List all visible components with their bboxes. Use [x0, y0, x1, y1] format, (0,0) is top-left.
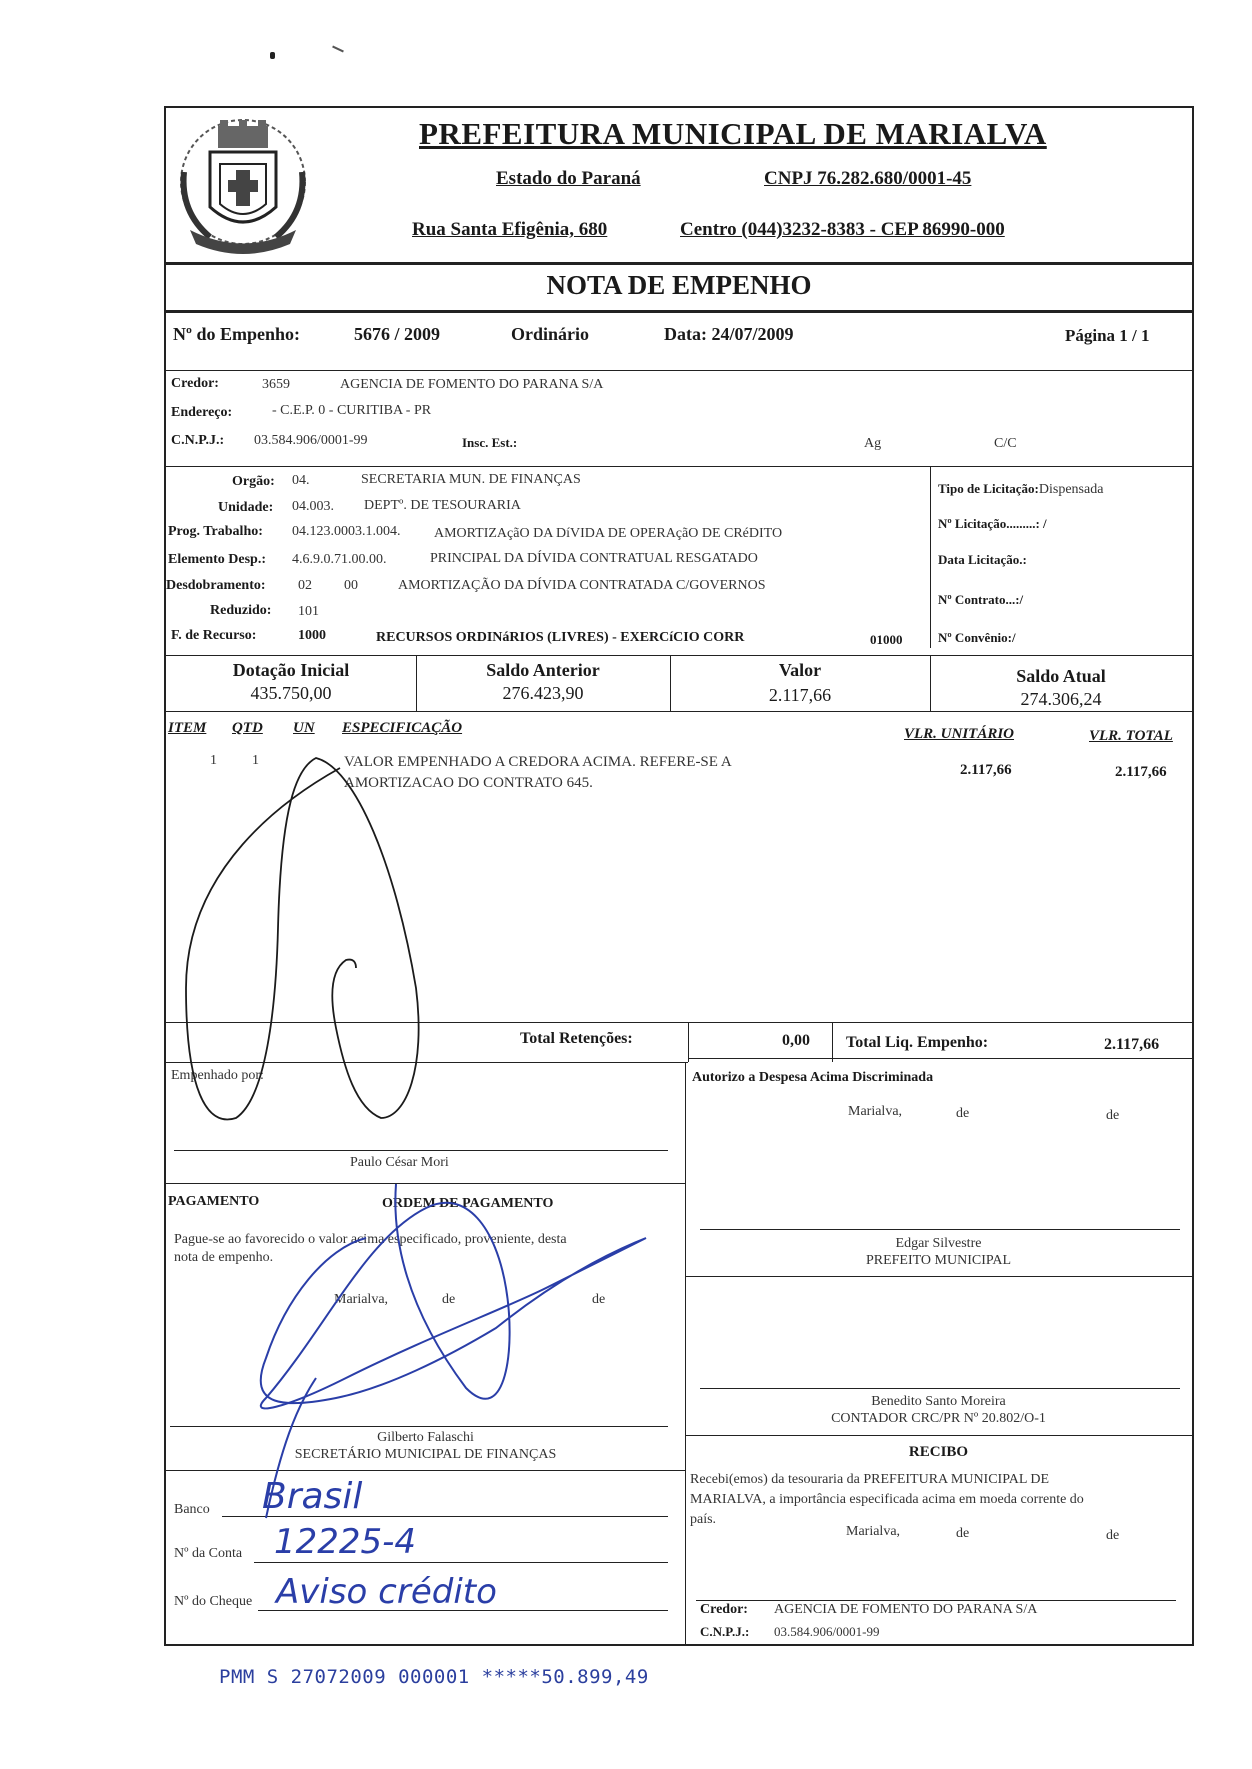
- recibo-cnpj-label: C.N.P.J.:: [700, 1624, 750, 1639]
- pagamento-text-line2: nota de empenho.: [174, 1250, 274, 1265]
- item-vlr-total: 2.117,66: [1115, 764, 1167, 780]
- fonte-recurso-label: F. de Recurso:: [171, 628, 257, 643]
- scan-speck: [270, 52, 275, 59]
- credor-code: 3659: [262, 377, 290, 392]
- contact-info: Centro (044)3232-8383 - CEP 86990-000: [680, 219, 1005, 240]
- autorizo-de-2: de: [1106, 1108, 1120, 1123]
- dotacao-inicial-label: Dotação Inicial: [232, 660, 350, 680]
- item-qtd: 1: [252, 753, 259, 768]
- banco-label: Banco: [174, 1502, 210, 1517]
- secretario-title: SECRETÁRIO MUNICIPAL DE FINANÇAS: [294, 1447, 557, 1462]
- desdobramento-name: AMORTIZAÇÃO DA DÍVIDA CONTRATADA C/GOVERNOS: [398, 578, 766, 593]
- scan-speck: [332, 46, 344, 53]
- contador-title: CONTADOR CRC/PR Nº 20.802/O-1: [831, 1411, 1046, 1426]
- empenho-number-label: Nº do Empenho:: [173, 324, 300, 344]
- conta-handwritten: 12225-4: [274, 1522, 417, 1562]
- fonte-recurso-code: 1000: [298, 628, 326, 643]
- credor-cnpj: 03.584.906/0001-99: [254, 433, 368, 448]
- contador-name: Benedito Santo Moreira: [871, 1394, 1006, 1409]
- address: Rua Santa Efigênia, 680: [412, 219, 608, 240]
- item-especificacao-line2: AMORTIZACAO DO CONTRATO 645.: [344, 775, 593, 791]
- col-header-qtd: QTD: [232, 720, 263, 736]
- num-convenio: Nº Convênio:/: [938, 630, 1016, 645]
- col-header-especificacao: ESPECIFICAÇÃO: [342, 720, 463, 736]
- prog-trabalho-name: AMORTIZAçãO DA DíVIDA DE OPERAçãO DE CRéDITO: [434, 526, 783, 541]
- item-vlr-unitario: 2.117,66: [960, 762, 1012, 778]
- credor-endereco: - C.E.P. 0 - CURITIBA - PR: [272, 403, 432, 418]
- elemento-desp-code: 4.6.9.0.71.00.00.: [292, 552, 387, 567]
- credor-cnpj-label: C.N.P.J.:: [171, 433, 225, 448]
- recibo-credor-label: Credor:: [700, 1602, 748, 1617]
- conta-label: Nº da Conta: [174, 1546, 243, 1561]
- coat-of-arms-logo: [170, 112, 316, 258]
- col-header-vlr-unitario: VLR. UNITÁRIO: [904, 726, 1015, 742]
- autorizo-de-1: de: [956, 1106, 970, 1121]
- empenho-number: 5676 / 2009: [354, 324, 441, 344]
- empenhado-por-name: Paulo César Mori: [350, 1155, 449, 1170]
- autorizo-despesa: Autorizo a Despesa Acima Discriminada: [692, 1070, 934, 1085]
- total-liq-empenho-label: Total Liq. Empenho:: [846, 1034, 989, 1051]
- cnpj-municipality: CNPJ 76.282.680/0001-45: [764, 168, 972, 189]
- unidade-name: DEPTº. DE TESOURARIA: [364, 498, 521, 513]
- pagamento-label: PAGAMENTO: [168, 1194, 260, 1209]
- col-header-item: ITEM: [168, 720, 207, 736]
- prog-trabalho-code: 04.123.0003.1.004.: [292, 524, 401, 539]
- item-especificacao-line1: VALOR EMPENHADO A CREDORA ACIMA. REFERE-SE A: [344, 754, 732, 770]
- col-header-vlr-total: VLR. TOTAL: [1089, 728, 1173, 744]
- desdobramento-code-2: 00: [344, 578, 358, 593]
- prog-trabalho-label: Prog. Trabalho:: [168, 524, 263, 539]
- nota-empenho-form: [164, 106, 1194, 1646]
- payment-stamp: PMM S 27072009 000001 *****50.899,49: [219, 1666, 649, 1688]
- num-contrato: Nº Contrato...:/: [938, 592, 1024, 607]
- pagamento-place: Marialva,: [334, 1292, 389, 1307]
- cheque-label: Nº do Cheque: [174, 1594, 253, 1609]
- banco-handwritten: Brasil: [262, 1476, 363, 1517]
- total-liq-empenho-value: 2.117,66: [1104, 1036, 1160, 1053]
- valor-value: 2.117,66: [768, 685, 832, 705]
- valor-label: Valor: [778, 660, 822, 680]
- recibo-place: Marialva,: [846, 1524, 901, 1539]
- total-retencoes-value: 0,00: [782, 1032, 810, 1049]
- recibo-cnpj: 03.584.906/0001-99: [774, 1624, 880, 1639]
- empenho-date: Data: 24/07/2009: [664, 324, 794, 344]
- ordem-pagamento-label: ORDEM DE PAGAMENTO: [382, 1196, 554, 1211]
- autorizo-place: Marialva,: [848, 1104, 903, 1119]
- elemento-desp-label: Elemento Desp.:: [168, 552, 266, 567]
- num-licitacao: Nº Licitação.........: /: [938, 516, 1047, 531]
- secretario-name: Gilberto Falaschi: [377, 1430, 474, 1445]
- elemento-desp-name: PRINCIPAL DA DÍVIDA CONTRATUAL RESGATADO: [430, 551, 758, 566]
- empenho-type: Ordinário: [511, 324, 590, 344]
- page-number: Página 1 / 1: [1065, 326, 1150, 345]
- insc-est-label: Insc. Est.:: [462, 435, 518, 450]
- endereco-label: Endereço:: [171, 405, 233, 420]
- document-title: NOTA DE EMPENHO: [546, 270, 812, 300]
- prefeito-title: PREFEITO MUNICIPAL: [865, 1253, 1012, 1268]
- saldo-atual-value: 274.306,24: [1020, 689, 1102, 709]
- recibo-credor-name: AGENCIA DE FOMENTO DO PARANA S/A: [774, 1602, 1038, 1617]
- credor-label: Credor:: [171, 376, 219, 391]
- orgao-code: 04.: [292, 473, 310, 488]
- desdobramento-label: Desdobramento:: [166, 578, 266, 593]
- agencia-label: Ag: [864, 436, 882, 451]
- recibo-text-line3: país.: [690, 1512, 717, 1527]
- dotacao-inicial-value: 435.750,00: [250, 683, 332, 703]
- unidade-code: 04.003.: [292, 499, 334, 514]
- total-retencoes-label: Total Retenções:: [520, 1030, 633, 1047]
- orgao-name: SECRETARIA MUN. DE FINANÇAS: [361, 472, 581, 487]
- col-header-un: UN: [293, 720, 315, 736]
- pagamento-de-1: de: [442, 1292, 456, 1307]
- state-name: Estado do Paraná: [496, 168, 641, 189]
- unidade-label: Unidade:: [218, 500, 274, 515]
- orgao-label: Orgão:: [232, 474, 275, 489]
- data-licitacao: Data Licitação.:: [938, 552, 1027, 567]
- empenhado-por-label: Empenhado por:: [171, 1068, 264, 1083]
- desdobramento-code-1: 02: [298, 578, 312, 593]
- conta-corrente-label: C/C: [994, 436, 1017, 451]
- recibo-de-1: de: [956, 1526, 970, 1541]
- recibo-de-2: de: [1106, 1528, 1120, 1543]
- municipality-title: PREFEITURA MUNICIPAL DE MARIALVA: [419, 116, 1047, 151]
- tipo-licitacao: Tipo de Licitação:Dispensada: [938, 481, 1104, 497]
- reduzido-value: 101: [298, 604, 319, 619]
- saldo-anterior-label: Saldo Anterior: [486, 660, 600, 680]
- pagamento-text-line1: Pague-se ao favorecido o valor acima especificado, proveniente, desta: [174, 1232, 567, 1247]
- item-number: 1: [210, 753, 217, 768]
- credor-name: AGENCIA DE FOMENTO DO PARANA S/A: [340, 377, 604, 392]
- fonte-recurso-name: RECURSOS ORDINáRIOS (LIVRES) - EXERCíCIO CORR: [376, 630, 745, 645]
- cheque-handwritten: Aviso crédito: [276, 1572, 497, 1612]
- recibo-text-line1: Recebi(emos) da tesouraria da PREFEITURA MUNICIPAL DE: [690, 1472, 1050, 1487]
- fonte-recurso-code-2: 01000: [870, 632, 903, 647]
- saldo-anterior-value: 276.423,90: [502, 683, 584, 703]
- reduzido-label: Reduzido:: [210, 603, 272, 618]
- recibo-title: RECIBO: [908, 1444, 969, 1460]
- saldo-atual-label: Saldo Atual: [1016, 666, 1106, 686]
- pagamento-de-2: de: [592, 1292, 606, 1307]
- recibo-text-line2: MARIALVA, a importância especificada acima em moeda corrente do: [690, 1492, 1084, 1507]
- prefeito-name: Edgar Silvestre: [895, 1236, 982, 1251]
